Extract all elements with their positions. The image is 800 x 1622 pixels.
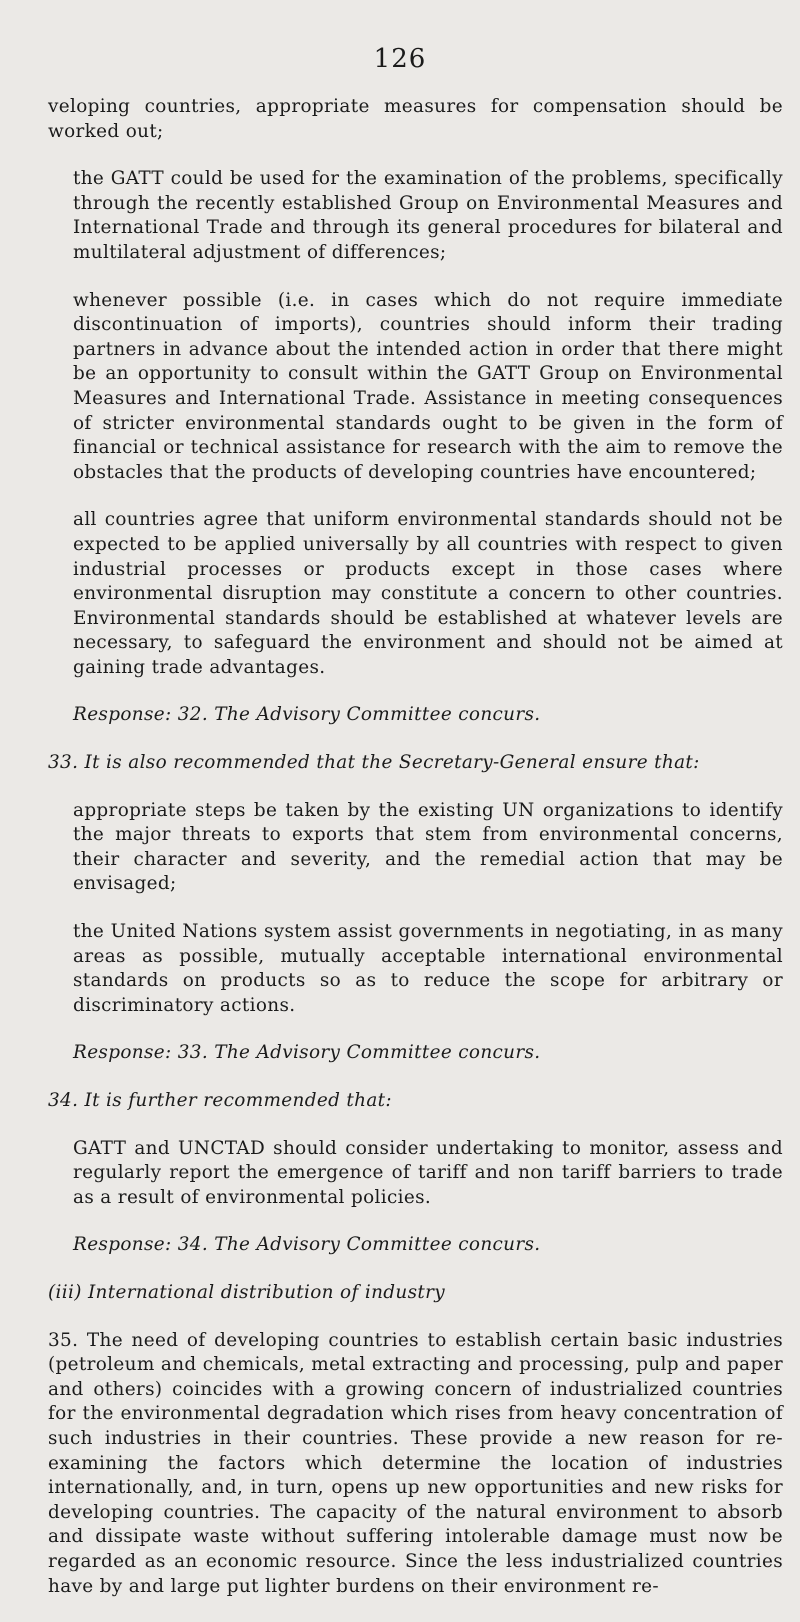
paragraph-7: GATT and UNCTAD should consider undertaking to monitor, assess and regularly report the emergence of tariff and non tariff barriers to trade as a result of environmental policies. xyxy=(73,1137,783,1208)
paragraph-2: the GATT could be used for the examination of the problems, specifically through the recently established Group on Environmental Measures and International Trade and through its general procedures for bilateral and multilateral adjustment of differences; xyxy=(73,168,783,263)
section-heading-iii: (iii) International distribution of industry xyxy=(48,1281,445,1303)
response-34: Response: 34. The Advisory Committee concurs. xyxy=(73,1234,541,1256)
recommendation-34-heading: 34. It is further recommended that: xyxy=(48,1090,392,1111)
paragraph-1: veloping countries, appropriate measures for compensation should be worked out; xyxy=(48,96,783,142)
paragraph-6: the United Nations system assist governments in negotiating, in as many areas as possible, mutually acceptable international environmental standards on products so as to reduce the scope for arbitrary or discriminatory actions. xyxy=(73,921,783,1016)
response-33: Response: 33. The Advisory Committee concurs. xyxy=(73,1042,541,1064)
response-32: Response: 32. The Advisory Committee concurs. xyxy=(73,704,541,726)
recommendation-33-heading: 33. It is also recommended that the Secretary-General ensure that: xyxy=(48,752,700,774)
page-body xyxy=(48,95,783,1622)
paragraph-5: appropriate steps be taken by the existing UN organizations to identify the major threats to exports that stem from environmental concerns, their character and severity, and the remedial action that may be envisaged; xyxy=(73,799,783,895)
page-number: 126 xyxy=(373,44,427,74)
paragraph-3: whenever possible (i.e. in cases which do not require immediate discontinuation of imports), countries should inform their trading partners in advance about the intended action in order that there might be an opportunity to consult within the GATT Group on Environmental Measures and International Trade. Assistance in meeting consequences of stricter environmental standards ought to be given in the form of financial or technical assistance for research with the aim to remove the obstacles that the products of developing countries have encountered; xyxy=(73,289,783,483)
paragraph-4: all countries agree that uniform environmental standards should not be expected to be applied universally by all countries with respect to given industrial processes or products except in those cases where environmental disruption may constitute a concern to other countries. Environmental standards should be established at whatever levels are necessary, to safeguard the environment and should not be aimed at gaining trade advantages. xyxy=(73,509,783,678)
paragraph-35: 35. The need of developing countries to establish certain basic industries (petroleum and chemicals, metal extracting and processing, pulp and paper and others) coincides with a growing concern of industrialized countries for the environmental degradation which rises from heavy concentration of such industries in their countries. These provide a new reason for re-examining the factors which determine the location of industries internationally, and, in turn, opens up new opportunities and new risks for developing countries. The capacity of the natural environment to absorb and dissipate waste without suffering intolerable damage must now be regarded as an economic resource. Since the less industrialized countries have by and large put lighter burdens on their environment re- xyxy=(48,1329,783,1597)
